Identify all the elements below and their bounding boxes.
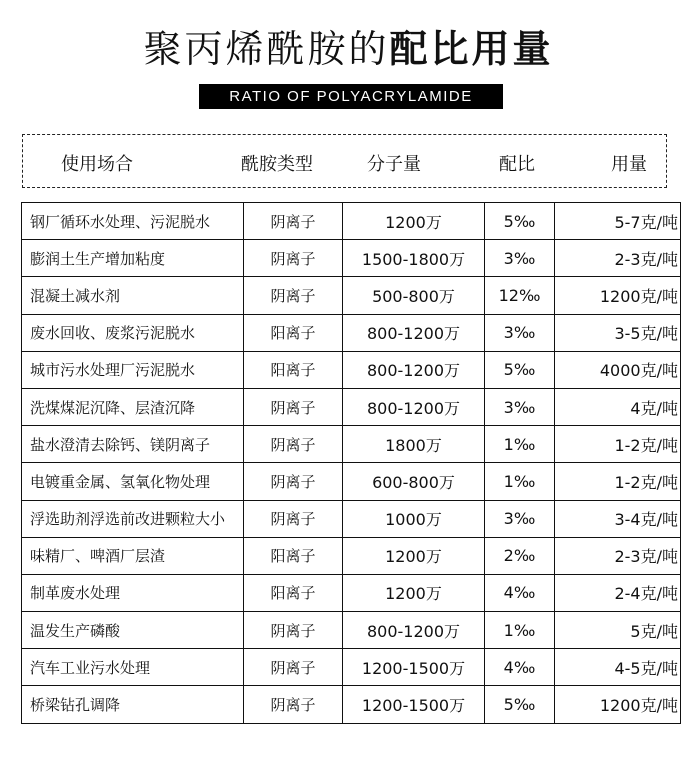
cell-molecular-weight: 800-1200万 bbox=[343, 612, 485, 649]
table-row bbox=[22, 574, 681, 611]
cell-dosage: 2-3克/吨 bbox=[555, 240, 681, 277]
cell-usage: 废水回收、废浆污泥脱水 bbox=[22, 314, 244, 351]
ratio-table bbox=[21, 202, 681, 724]
cell-dosage: 3-5克/吨 bbox=[555, 314, 681, 351]
cell-dosage: 5克/吨 bbox=[555, 612, 681, 649]
cell-type: 阳离子 bbox=[244, 574, 343, 611]
title-normal: 聚丙烯酰胺的 bbox=[143, 27, 390, 71]
page-title bbox=[0, 18, 697, 73]
subtitle-text: RATIO OF POLYACRYLAMIDE bbox=[229, 88, 473, 105]
cell-type: 阳离子 bbox=[244, 537, 343, 574]
cell-ratio: 1‰ bbox=[485, 612, 555, 649]
cell-usage: 制革废水处理 bbox=[22, 574, 244, 611]
cell-molecular-weight: 1500-1800万 bbox=[343, 240, 485, 277]
cell-usage: 混凝土减水剂 bbox=[22, 277, 244, 314]
cell-dosage: 3-4克/吨 bbox=[555, 500, 681, 537]
cell-ratio: 3‰ bbox=[485, 240, 555, 277]
cell-molecular-weight: 1200-1500万 bbox=[343, 649, 485, 686]
table-row bbox=[22, 612, 681, 649]
cell-ratio: 4‰ bbox=[485, 649, 555, 686]
header-type: 酰胺类型 bbox=[241, 154, 313, 175]
table-row bbox=[22, 203, 681, 240]
table-row bbox=[22, 500, 681, 537]
cell-type: 阳离子 bbox=[244, 314, 343, 351]
table-row bbox=[22, 649, 681, 686]
cell-usage: 钢厂循环水处理、污泥脱水 bbox=[22, 203, 244, 240]
cell-molecular-weight: 800-1200万 bbox=[343, 314, 485, 351]
cell-ratio: 5‰ bbox=[485, 351, 555, 388]
cell-ratio: 5‰ bbox=[485, 203, 555, 240]
cell-type: 阴离子 bbox=[244, 240, 343, 277]
cell-usage: 桥梁钻孔调降 bbox=[22, 686, 244, 723]
cell-dosage: 4000克/吨 bbox=[555, 351, 681, 388]
cell-type: 阴离子 bbox=[244, 612, 343, 649]
cell-molecular-weight: 1800万 bbox=[343, 426, 485, 463]
table-row bbox=[22, 463, 681, 500]
cell-usage: 城市污水处理厂污泥脱水 bbox=[22, 351, 244, 388]
header-ratio: 配比 bbox=[499, 154, 535, 175]
cell-ratio: 5‰ bbox=[485, 686, 555, 723]
table-row bbox=[22, 277, 681, 314]
cell-usage: 浮选助剂浮选前改进颗粒大小 bbox=[22, 500, 244, 537]
cell-dosage: 2-4克/吨 bbox=[555, 574, 681, 611]
cell-molecular-weight: 1200万 bbox=[343, 537, 485, 574]
cell-ratio: 4‰ bbox=[485, 574, 555, 611]
cell-usage: 温发生产磷酸 bbox=[22, 612, 244, 649]
cell-dosage: 1200克/吨 bbox=[555, 277, 681, 314]
cell-type: 阴离子 bbox=[244, 686, 343, 723]
subtitle-banner bbox=[199, 84, 503, 109]
ratio-table-body bbox=[22, 203, 681, 724]
table-row bbox=[22, 240, 681, 277]
cell-type: 阳离子 bbox=[244, 351, 343, 388]
cell-type: 阴离子 bbox=[244, 277, 343, 314]
cell-dosage: 5-7克/吨 bbox=[555, 203, 681, 240]
cell-dosage: 1-2克/吨 bbox=[555, 426, 681, 463]
cell-dosage: 2-3克/吨 bbox=[555, 537, 681, 574]
table-row bbox=[22, 388, 681, 425]
cell-usage: 洗煤煤泥沉降、层渣沉降 bbox=[22, 388, 244, 425]
cell-usage: 膨润土生产增加粘度 bbox=[22, 240, 244, 277]
header-usage: 使用场合 bbox=[61, 154, 133, 175]
cell-type: 阴离子 bbox=[244, 500, 343, 537]
cell-molecular-weight: 800-1200万 bbox=[343, 351, 485, 388]
header-molecular-weight: 分子量 bbox=[367, 154, 421, 175]
cell-molecular-weight: 600-800万 bbox=[343, 463, 485, 500]
table-row bbox=[22, 314, 681, 351]
cell-ratio: 12‰ bbox=[485, 277, 555, 314]
cell-ratio: 1‰ bbox=[485, 426, 555, 463]
cell-usage: 汽车工业污水处理 bbox=[22, 649, 244, 686]
cell-molecular-weight: 1200万 bbox=[343, 574, 485, 611]
cell-type: 阴离子 bbox=[244, 649, 343, 686]
table-row bbox=[22, 351, 681, 388]
cell-type: 阴离子 bbox=[244, 388, 343, 425]
cell-type: 阴离子 bbox=[244, 426, 343, 463]
table-row bbox=[22, 537, 681, 574]
cell-dosage: 1-2克/吨 bbox=[555, 463, 681, 500]
cell-molecular-weight: 1000万 bbox=[343, 500, 485, 537]
cell-dosage: 1200克/吨 bbox=[555, 686, 681, 723]
cell-ratio: 3‰ bbox=[485, 388, 555, 425]
header-dosage: 用量 bbox=[611, 154, 647, 175]
cell-usage: 味精厂、啤酒厂层渣 bbox=[22, 537, 244, 574]
cell-type: 阴离子 bbox=[244, 203, 343, 240]
cell-dosage: 4克/吨 bbox=[555, 388, 681, 425]
cell-molecular-weight: 1200-1500万 bbox=[343, 686, 485, 723]
cell-molecular-weight: 800-1200万 bbox=[343, 388, 485, 425]
cell-usage: 电镀重金属、氢氧化物处理 bbox=[22, 463, 244, 500]
title-bold: 配比用量 bbox=[389, 27, 554, 71]
cell-ratio: 3‰ bbox=[485, 500, 555, 537]
cell-molecular-weight: 1200万 bbox=[343, 203, 485, 240]
cell-usage: 盐水澄清去除钙、镁阴离子 bbox=[22, 426, 244, 463]
cell-molecular-weight: 500-800万 bbox=[343, 277, 485, 314]
cell-ratio: 2‰ bbox=[485, 537, 555, 574]
table-row bbox=[22, 426, 681, 463]
cell-ratio: 1‰ bbox=[485, 463, 555, 500]
cell-dosage: 4-5克/吨 bbox=[555, 649, 681, 686]
column-header-box bbox=[22, 134, 667, 188]
table-row bbox=[22, 686, 681, 723]
cell-type: 阴离子 bbox=[244, 463, 343, 500]
cell-ratio: 3‰ bbox=[485, 314, 555, 351]
